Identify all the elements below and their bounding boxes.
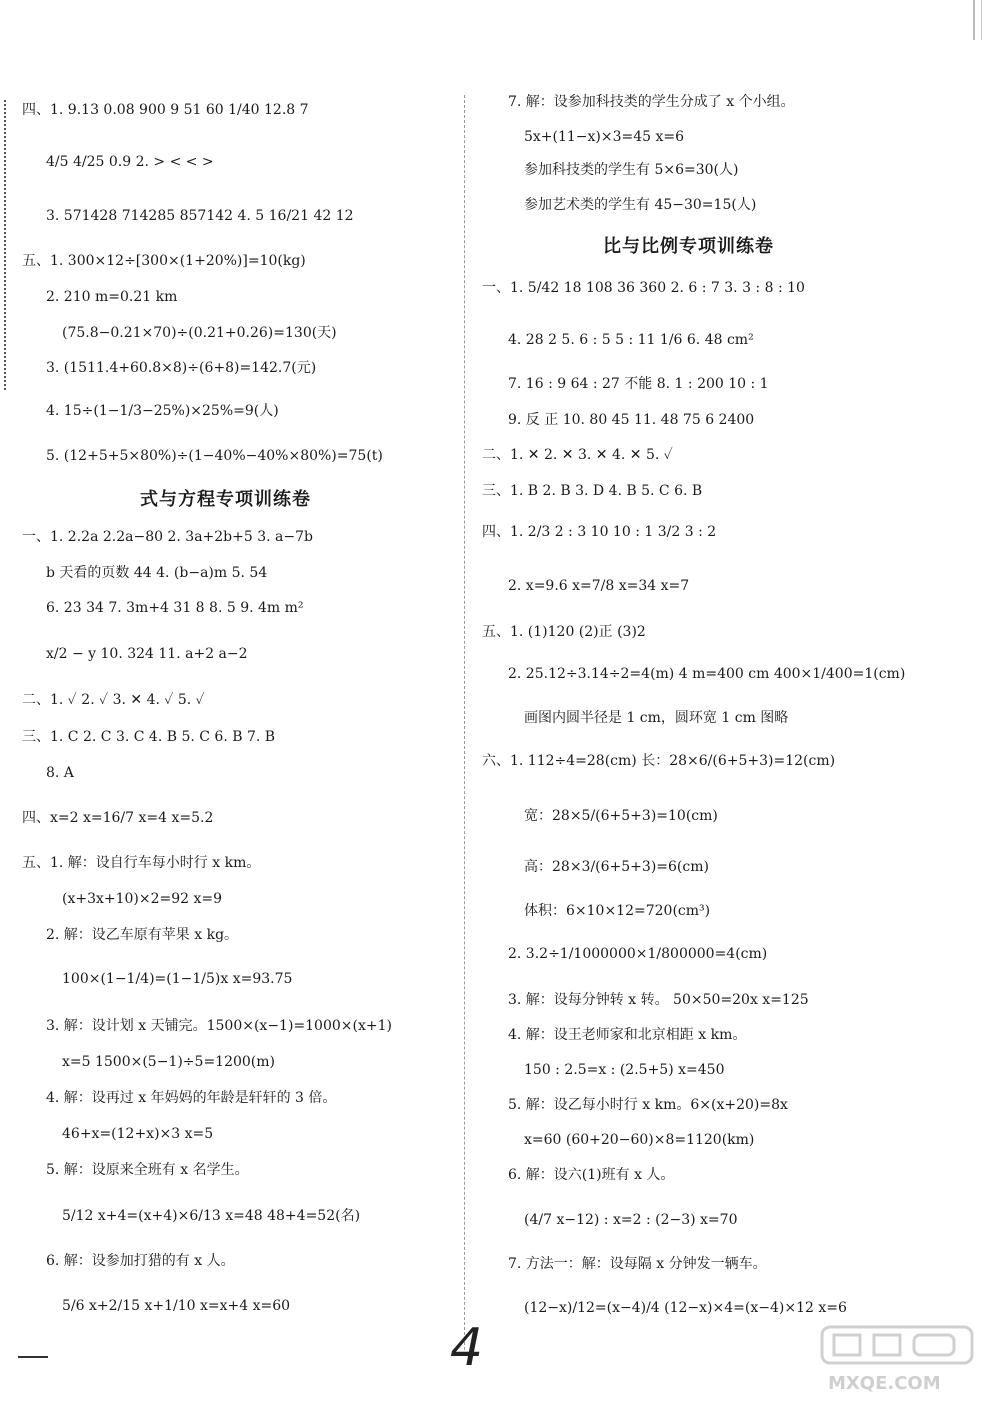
answer-line: 4/5 4/25 0.9 2. > < < >	[46, 154, 214, 170]
answer-line: 5. (12+5+5×80%)÷(1−40%−40%×80%)=75(t)	[46, 448, 383, 464]
answer-line: 3. 解：设每分钟转 x 转。 50×50=20x x=125	[508, 992, 809, 1008]
answer-line: 五、1. 解：设自行车每小时行 x km。	[22, 855, 261, 871]
answer-line: 体积：6×10×12=720(cm³)	[524, 903, 711, 919]
answer-line: 5/6 x+2/15 x+1/10 x=x+4 x=60	[62, 1298, 291, 1314]
answer-line: 4. 28 2 5. 6 : 5 5 : 11 1/6 6. 48 cm²	[508, 332, 754, 348]
answer-line: 四、1. 9.13 0.08 900 9 51 60 1/40 12.8 7	[22, 102, 309, 118]
scan-edge	[973, 0, 982, 40]
answer-line: 三、1. C 2. C 3. C 4. B 5. C 6. B 7. B	[22, 729, 276, 745]
answer-line: 参加艺术类的学生有 45−30=15(人)	[524, 197, 757, 213]
answer-line: 4. 15÷(1−1/3−25%)×25%=9(人)	[46, 403, 279, 419]
answer-line: 一、1. 5/42 18 108 36 360 2. 6 : 7 3. 3 : 8 : 10	[482, 280, 805, 296]
answer-line: 6. 23 34 7. 3m+4 31 8 8. 5 9. 4m m²	[46, 600, 304, 616]
answer-line: 一、1. 2.2a 2.2a−80 2. 3a+2b+5 3. a−7b	[22, 529, 313, 545]
answer-line: 2. 210 m=0.21 km	[46, 289, 178, 305]
answer-line: 5. 解：设原来全班有 x 名学生。	[46, 1162, 249, 1178]
answer-line: 4. 解：设再过 x 年妈妈的年龄是轩轩的 3 倍。	[46, 1090, 337, 1106]
answer-line: (75.8−0.21×70)÷(0.21+0.26)=130(天)	[62, 325, 337, 341]
answer-line: 6. 解：设参加打猎的有 x 人。	[46, 1253, 235, 1269]
answer-line: 6. 解：设六(1)班有 x 人。	[508, 1167, 675, 1183]
answer-line: b 天看的页数 44 4. (b−a)m 5. 54	[46, 565, 268, 581]
answer-line: 4. 解：设王老师家和北京相距 x km。	[508, 1027, 747, 1043]
answer-line: 五、1. (1)120 (2)正 (3)2	[482, 624, 646, 640]
page-number: 4	[450, 1318, 484, 1378]
answer-line: 高：28×3/(6+5+3)=6(cm)	[524, 859, 709, 875]
answer-line: 7. 方法一：解：设每隔 x 分钟发一辆车。	[508, 1256, 767, 1272]
answer-line: 四、1. 2/3 2 : 3 10 10 : 1 3/2 3 : 2	[482, 524, 717, 540]
section-title: 式与方程专项训练卷	[140, 489, 311, 510]
answer-line: 8. A	[46, 765, 74, 781]
answer-line: 六、1. 112÷4=28(cm) 长：28×6/(6+5+3)=12(cm)	[482, 753, 836, 769]
answer-line: 画图内圆半径是 1 cm，圆环宽 1 cm 图略	[524, 710, 789, 726]
answer-line: 二、1. ✓ 2. ✓ 3. ✕ 4. ✓ 5. ✓	[22, 692, 205, 708]
answer-line: (4/7 x−12) : x=2 : (2−3) x=70	[524, 1212, 738, 1228]
section-title: 比与比例专项训练卷	[603, 236, 774, 257]
answer-line: 3. (1511.4+60.8×8)÷(6+8)=142.7(元)	[46, 360, 317, 376]
answer-line: 四、x=2 x=16/7 x=4 x=5.2	[22, 810, 214, 826]
answer-line: 五、1. 300×12÷[300×(1+20%)]=10(kg)	[22, 253, 306, 269]
answer-line: 2. x=9.6 x=7/8 x=34 x=7	[508, 578, 690, 594]
column-divider	[464, 95, 465, 1355]
answer-line: 7. 解：设参加科技类的学生分成了 x 个小组。	[508, 94, 795, 110]
answer-line: 5. 解：设乙每小时行 x km。6×(x+20)=8x	[508, 1097, 788, 1113]
footer-dash	[18, 1356, 48, 1358]
answer-line: x=5 1500×(5−1)÷5=1200(m)	[62, 1054, 276, 1070]
answer-line: 3. 解：设计划 x 天铺完。1500×(x−1)=1000×(x+1)	[46, 1018, 392, 1034]
answer-line: 3. 571428 714285 857142 4. 5 16/21 42 12	[46, 208, 354, 224]
watermark-logo	[820, 1325, 980, 1395]
answer-line: 9. 反 正 10. 80 45 11. 48 75 6 2400	[508, 412, 755, 428]
answer-line: 150 : 2.5=x : (2.5+5) x=450	[524, 1062, 725, 1078]
answer-line: (12−x)/12=(x−4)/4 (12−x)×4=(x−4)×12 x=6	[524, 1300, 847, 1316]
answer-line: (x+3x+10)×2=92 x=9	[62, 891, 223, 907]
answer-line: 2. 25.12÷3.14÷2=4(m) 4 m=400 cm 400×1/400=1(cm)	[508, 666, 906, 682]
answer-line: x/2 − y 10. 324 11. a+2 a−2	[46, 646, 248, 662]
binding-edge-marks	[4, 100, 6, 390]
answer-line: 5x+(11−x)×3=45 x=6	[524, 129, 685, 145]
answer-line: 三、1. B 2. B 3. D 4. B 5. C 6. B	[482, 483, 703, 499]
watermark-text: MXQE.COM	[828, 1373, 941, 1394]
answer-line: 46+x=(12+x)×3 x=5	[62, 1126, 214, 1142]
answer-line: 2. 3.2÷1/1000000×1/800000=4(cm)	[508, 946, 768, 962]
answer-line: 宽：28×5/(6+5+3)=10(cm)	[524, 808, 718, 824]
answer-line: 参加科技类的学生有 5×6=30(人)	[524, 162, 739, 178]
answer-line: 5/12 x+4=(x+4)×6/13 x=48 48+4=52(名)	[62, 1208, 361, 1224]
answer-line: 100×(1−1/4)=(1−1/5)x x=93.75	[62, 971, 293, 987]
answer-line: 2. 解：设乙车原有苹果 x kg。	[46, 927, 239, 943]
answer-line: 7. 16 : 9 64 : 27 不能 8. 1 : 200 10 : 1	[508, 376, 769, 392]
answer-line: x=60 (60+20−60)×8=1120(km)	[524, 1132, 755, 1148]
answer-line: 二、1. ✕ 2. ✕ 3. ✕ 4. ✕ 5. ✓	[482, 447, 673, 463]
